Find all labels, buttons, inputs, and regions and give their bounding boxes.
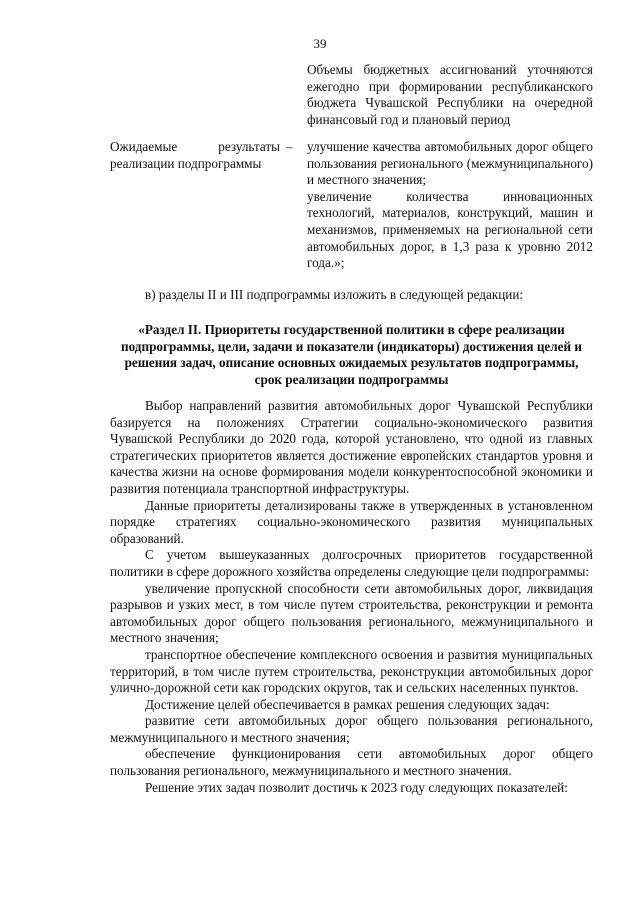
expected-results-value (307, 139, 593, 272)
expected-results-label: Ожидаемые результаты реализации подпрограммы (110, 139, 280, 171)
result-item: увеличение количества инновационных технологий, материалов, конструкций, машин и механизмов, применяемых на региональной сети автомобильных дорог, в 1,3 раза к уровню 2012 года.»; (307, 188, 593, 271)
paragraph: Решение этих задач позволит достичь к 2023 году следующих показателей: (145, 779, 568, 795)
result-item: улучшение качества автомобильных дорог общего пользования регионального (межмуниципального) и местного значения; (307, 139, 593, 188)
paragraph: Выбор направлений развития автомобильных дорог Чувашской Республики базируется на положениях Стратегии социально-экономического развития Чувашской Республики до 2020 года, которой установлено, что одной из главных стратегических приоритетов является достижение европейских стандартов уровня и качества жизни на основе формирования модели конкурентоспособной экономики и развития потенциала транспортной инфраструктуры. (110, 398, 593, 496)
paragraph: развитие сети автомобильных дорог общего пользования регионального, межмуниципального и местного значения; (110, 713, 593, 745)
page-number: 39 (313, 36, 327, 51)
paragraph: Достижение целей обеспечивается в рамках решения следующих задач: (145, 696, 550, 712)
paragraph: увеличение пропускной способности сети автомобильных дорог, ликвидация разрывов и узких мест, в том числе путем строительства, реконструкции и ремонта автомобильных дорог общего пользования регионального, межмуниципального и местного значения; (110, 580, 593, 646)
budget-note: Объемы бюджетных ассигнований уточняются ежегодно при формировании республиканского бюджета Чувашской Республики на очередной финансовый год и плановый период (307, 62, 593, 127)
paragraph: транспортное обеспечение комплексного освоения и развития муниципальных территорий, в том числе путем строительства, реконструкции автомобильных дорог улично-дорожной сети как городских округов, так и сельских населенных пунктов. (110, 646, 593, 696)
section-heading: «Раздел II. Приоритеты государственной политики в сфере реализации подпрограммы, цели, задачи и показатели (индикаторы) достижения целей и решения задач, описание основных ожидаемых результатов подпрограммы, срок реализации подпрограммы (120, 322, 583, 387)
paragraph: С учетом вышеуказанных долгосрочных приоритетов государственной политики в сфере дорожного хозяйства определены следующие цели подпрограммы: (110, 547, 593, 579)
body-text (110, 398, 593, 796)
paragraph: Данные приоритеты детализированы также в утвержденных в установленном порядке стратегиях социально-экономического развития муниципальных образований. (110, 497, 593, 546)
paragraph: обеспечение функционирования сети автомобильных дорог общего пользования регионального, межмуниципального и местного значения. (110, 746, 593, 779)
row-dash: – (286, 139, 293, 154)
expected-results-row (110, 139, 593, 269)
amendment-line: в) разделы II и III подпрограммы изложить в следующей редакции: (145, 287, 524, 302)
